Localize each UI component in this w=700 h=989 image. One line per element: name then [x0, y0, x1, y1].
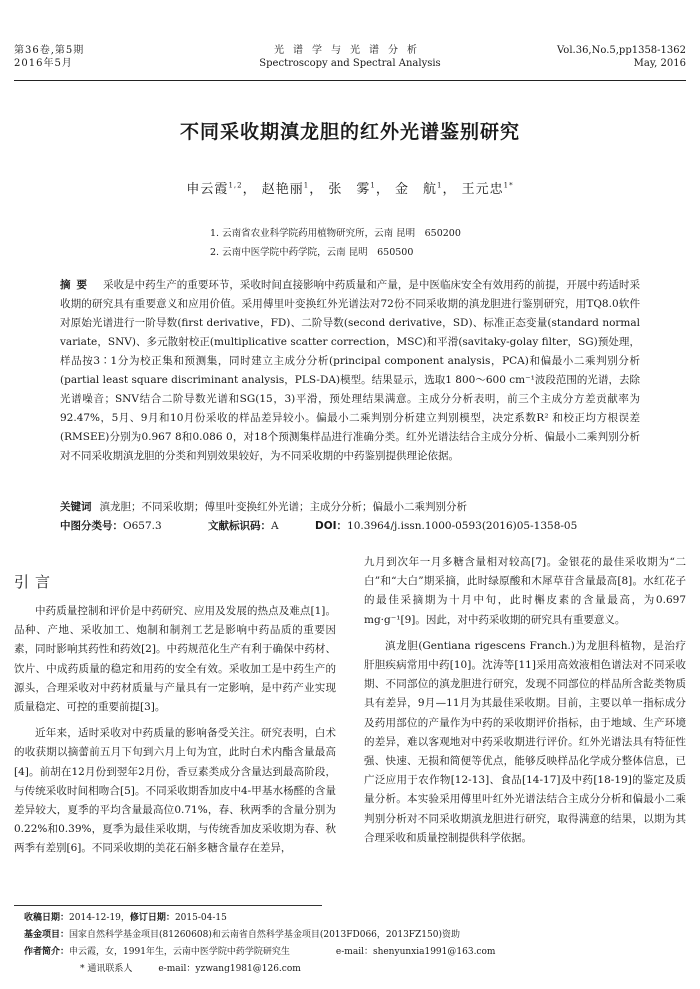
journal-name-cn: 光谱学与光谱分析 [274, 45, 426, 56]
journal-name-en: Spectroscopy and Spectral Analysis [259, 58, 441, 69]
body-paragraph: 中药质量控制和评价是中药研究、应用及发展的热点及难点[1]。品种、产地、采收加工、炮制和制剂工艺是影响中药品质的重要因素，同时影响其药性和药效[2]。中药规范化生产有利于确保中药材、饮片、中成药质量的稳定和用药的安全有效。采收加工是中药生产的源头，合理采收对中药材质量与产量具有一定影响，是中药产业实现质量稳定、可控的重要前提[3]。 [14, 605, 336, 714]
affiliation-line: 1. 云南省农业科学院药用植物研究所，云南 昆明 650200 [210, 228, 461, 239]
journal-month: May, 2016 [633, 58, 686, 69]
footnote-funding: 基金项目：国家自然科学基金项目(81260608)和云南省自然科学基金项目(2013FD066，2013FZ150)资助 [24, 930, 460, 940]
abstract-text: 采收是中药生产的重要环节，采收时间直接影响中药质量和产量，是中医临床安全有效用药的前提，开展中药适时采收期的研究具有重要意义和应用价值。采用傅里叶变换红外光谱法对72份不同采收期的滇龙胆进行鉴别研究，用TQ8.0软件对原始光谱进行一阶导数(first derivative，FD)、二阶导数(second derivative，SD)、标准正态变量(standard normal variate，SNV)、多元散射校正(multiplicative scatter correction，MSC)和平滑(savitaky-golay filter，SG)预处理，样品按3∶1分为校正集和预测集，同时建立主成分分析(principal component analysis，PCA)和偏最小二乘判别分析(partial least square discriminant analysis，PLS-DA)模型。结果显示，选取1 800～600 cm⁻¹波段范围的光谱，去除光谱噪音；SNV结合二阶导数光谱和SG(15，3)平滑，预处理结果满意。主成分分析表明，前三个主成分方差贡献率为92.47%，5月、9月和10月份采收的样品差异较小。偏最小二乘判别分析建立判别模型，决定系数R² 和校正均方根误差(RMSEE)分别为0.967 8和0.086 0，对18个预测集样品进行准确分类。红外光谱法结合主成分分析、偏最小二乘判别分析对不同采收期滇龙胆的分类和判别效果较好，为不同采收期的中药鉴别提供理论依据。 [60, 279, 641, 462]
author-name: 王元忠 [461, 182, 504, 197]
footnote-author: 作者简介：申云霞，女，1991年生，云南中医学院中药学院研究生 e-mail：shenyunxia1991@163.com [24, 947, 496, 957]
footnote-dates: 收稿日期：2014-12-19，修订日期：2015-04-15 [24, 913, 227, 923]
body-paragraph: 九月到次年一月多糖含量相对较高[7]。金银花的最佳采收期为“二白”和“大白”期采摘，此时绿原酸和木犀草苷含量最高[8]。水红花子的最佳采摘期为十月中旬，此时槲皮素的含量最高，为0.697 mg·g⁻¹[9]。因此，对中药采收期的研究具有重要意义。 [364, 556, 686, 626]
corresponding-email: e-mail：yzwang1981@126.com [158, 964, 301, 974]
body-paragraph: 滇龙胆(Gentiana rigescens Franch.)为龙胆科植物，是治疗肝胆疾病常用中药[10]。沈涛等[11]采用高效液相色谱法对不同采收期、不同部位的滇龙胆进行研究，发现不同部位的样品所含龁类物质具有差异，9月—11月为其最佳采收期。目前，主要以单一指标成分及药用部位的产量作为中药的采收期评价指标，由于地域、生产环境的差异，难以客观地对中药采收期进行评价。红外光谱法具有特征性强、快速、无损和简便等优点，能够反映样品化学成分整体信息，已广泛应用于农作物[12-13]、食品[14-17]及中药[18-19]的鉴定及质量分析。本实验采用傅里叶红外光谱法结合主成分分析和偏最小二乘判别分析对不同采收期滇龙胆进行研究，取得满意的结果，以期为其合理采收和质量控制提供科学依据。 [364, 639, 686, 844]
doi: DOI：10.3964/j.issn.1000-0593(2016)05-1358-05 [315, 520, 578, 532]
author-name: 赵艳丽 [261, 182, 304, 197]
keywords [60, 498, 640, 517]
body-paragraph: 近年来，适时采收对中药质量的影响备受关注。研究表明，白术的收获期以摘蕾前五月下旬到六月上旬为宜，此时白术内酯含量最高[4]。前胡在12月份到翌年2月份，香豆素类成分含量达到最高阶段，与传统采收时间相吻合[5]。不同采收期香加皮中4-甲基水杨醛的含量差异较大，夏季的平均含量最高位0.71%，春、秋两季的含量分别为0.22%和0.39%，夏季为最佳采收期，与传统香加皮采收期为春、秋两季有差别[6]。不同采收期的美花石斛多糖含量存在差异， [14, 727, 336, 855]
footnote-rule [14, 905, 322, 906]
footnote-corresponding: * 通讯联系人 e-mail：yzwang1981@126.com [80, 964, 301, 974]
author-name: 金 航 [394, 182, 437, 197]
paper-title: 不同采收期滇龙胆的红外光谱鉴别研究 [179, 121, 520, 143]
keywords-text: 滇龙胆；不同采收期；傅里叶变换红外光谱；主成分分析；偏最小二乘判别分析 [99, 501, 467, 513]
keywords-label: 关键词 [60, 501, 92, 513]
section-heading-introduction: 引言 [14, 573, 57, 591]
author-affil-mark: 1* [503, 181, 514, 190]
author-email: e-mail：shenyunxia1991@163.com [335, 947, 496, 957]
author-affil-mark: 1 [370, 181, 376, 190]
author-affil-mark: 1,2 [228, 181, 243, 190]
clc-number: 中图分类号：O657.3 [60, 520, 162, 532]
affiliation-line: 2. 云南中医学院中药学院，云南 昆明 650500 [210, 247, 414, 258]
author-list: 申云霞$^{1,2}$， 赵艳丽$^1$， 张 雾$^1$， 金 航$^1$， 王元忠$^{1*}$ [186, 181, 514, 197]
abstract [60, 276, 640, 466]
running-header-right [557, 44, 686, 70]
header-rule [14, 80, 686, 81]
affiliations [210, 224, 461, 262]
author-affil-mark: 1 [303, 181, 310, 190]
author-affil-mark: 1 [436, 181, 443, 190]
author-name: 张 雾 [328, 182, 371, 197]
journal-volume-pages: Vol.36,No.5,pp1358-1362 [557, 45, 686, 56]
document-code: 文献标识码：A [208, 520, 279, 532]
abstract-label: 摘要 [60, 279, 94, 291]
body-column-left [14, 602, 336, 859]
journal-date: 2016年5月 [14, 58, 73, 69]
author-name: 申云霞 [186, 182, 229, 197]
body-column-right [364, 553, 686, 848]
journal-volume-issue: 第36卷,第5期 [14, 45, 85, 56]
